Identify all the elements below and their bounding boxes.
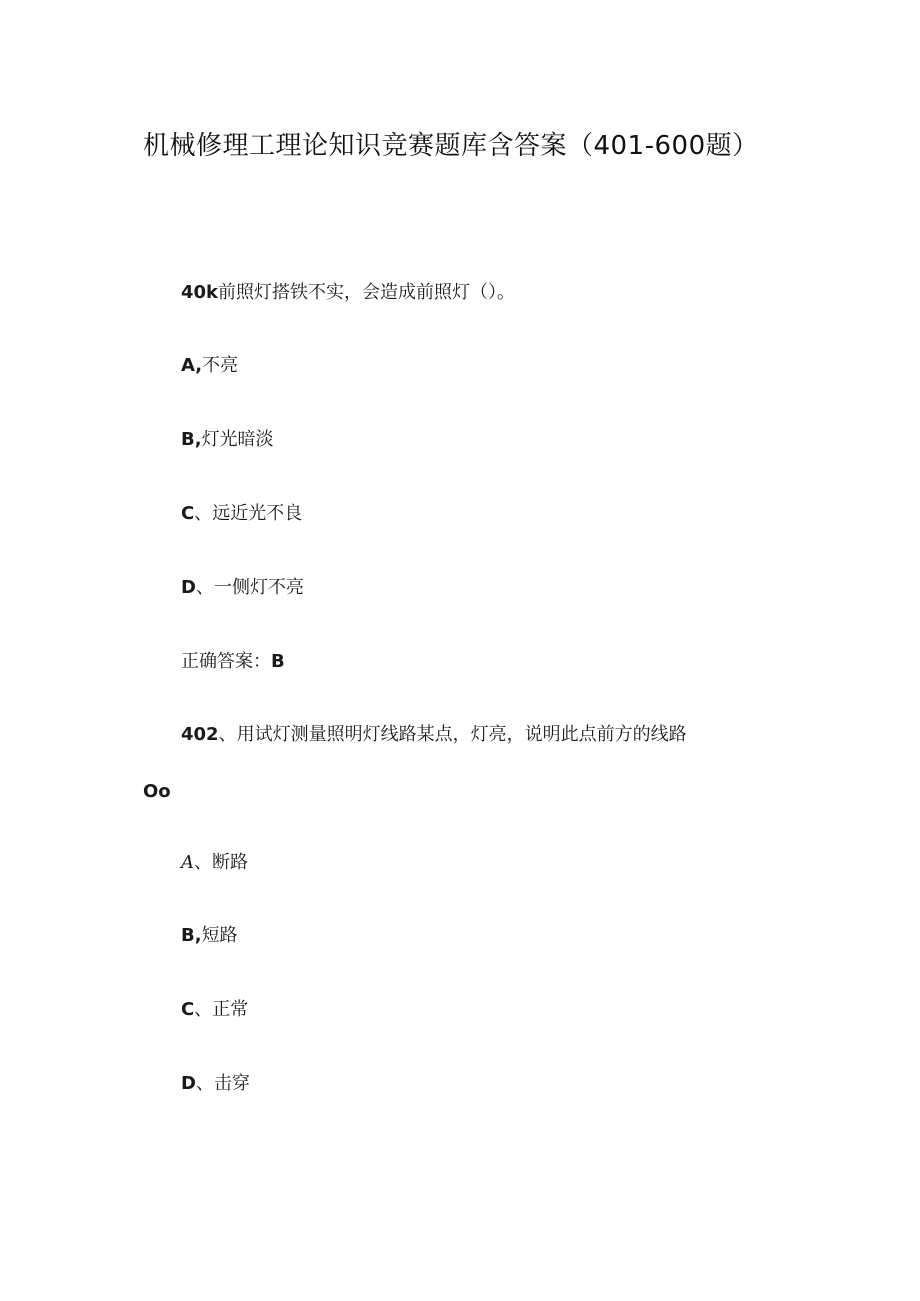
question-402-option-c [181, 997, 248, 1023]
option-letter: C [181, 999, 195, 1020]
option-letter: D [181, 577, 196, 598]
question-401-option-d [181, 575, 304, 601]
question-401-stem-line [181, 280, 515, 306]
option-text: 、远近光不良 [194, 503, 303, 524]
question-401-option-a [181, 353, 238, 379]
option-text: 、击穿 [195, 1073, 250, 1094]
option-text: 、正常 [194, 999, 249, 1020]
option-text: 短路 [201, 925, 238, 946]
answer-value: B [271, 651, 285, 672]
question-401-answer [181, 649, 285, 675]
option-text: 灯光暗淡 [201, 429, 274, 450]
question-402-stem-line [181, 722, 687, 748]
question-401-stem: 前照灯搭铁不实，会造成前照灯（）。 [218, 282, 516, 303]
option-letter: A, [181, 355, 203, 376]
option-text: 不亮 [202, 355, 239, 376]
question-402-number: 402 [181, 724, 219, 745]
option-text: 、断路 [194, 852, 248, 873]
question-401-option-c [181, 501, 302, 527]
question-401-option-b [181, 427, 274, 453]
option-letter: D [181, 1073, 196, 1094]
stem-continuation-text: Oo [143, 781, 171, 802]
option-letter: C [181, 503, 195, 524]
question-402-option-d [181, 1071, 250, 1097]
answer-label: 正确答案： [181, 651, 271, 672]
option-letter: B, [181, 925, 202, 946]
question-401-number: 40k [181, 282, 219, 303]
option-letter: A [181, 852, 194, 873]
question-402-stem: 、用试灯测量照明灯线路某点，灯亮，说明此点前方的线路 [218, 724, 687, 745]
question-402-option-a [181, 850, 248, 876]
option-text: 、一侧灯不亮 [195, 577, 304, 598]
question-402-option-b [181, 923, 238, 949]
page-title: 机械修理工理论知识竞赛题库含答案（401-600题） [143, 131, 759, 161]
question-402-stem-continuation [143, 779, 171, 805]
option-letter: B, [181, 429, 202, 450]
